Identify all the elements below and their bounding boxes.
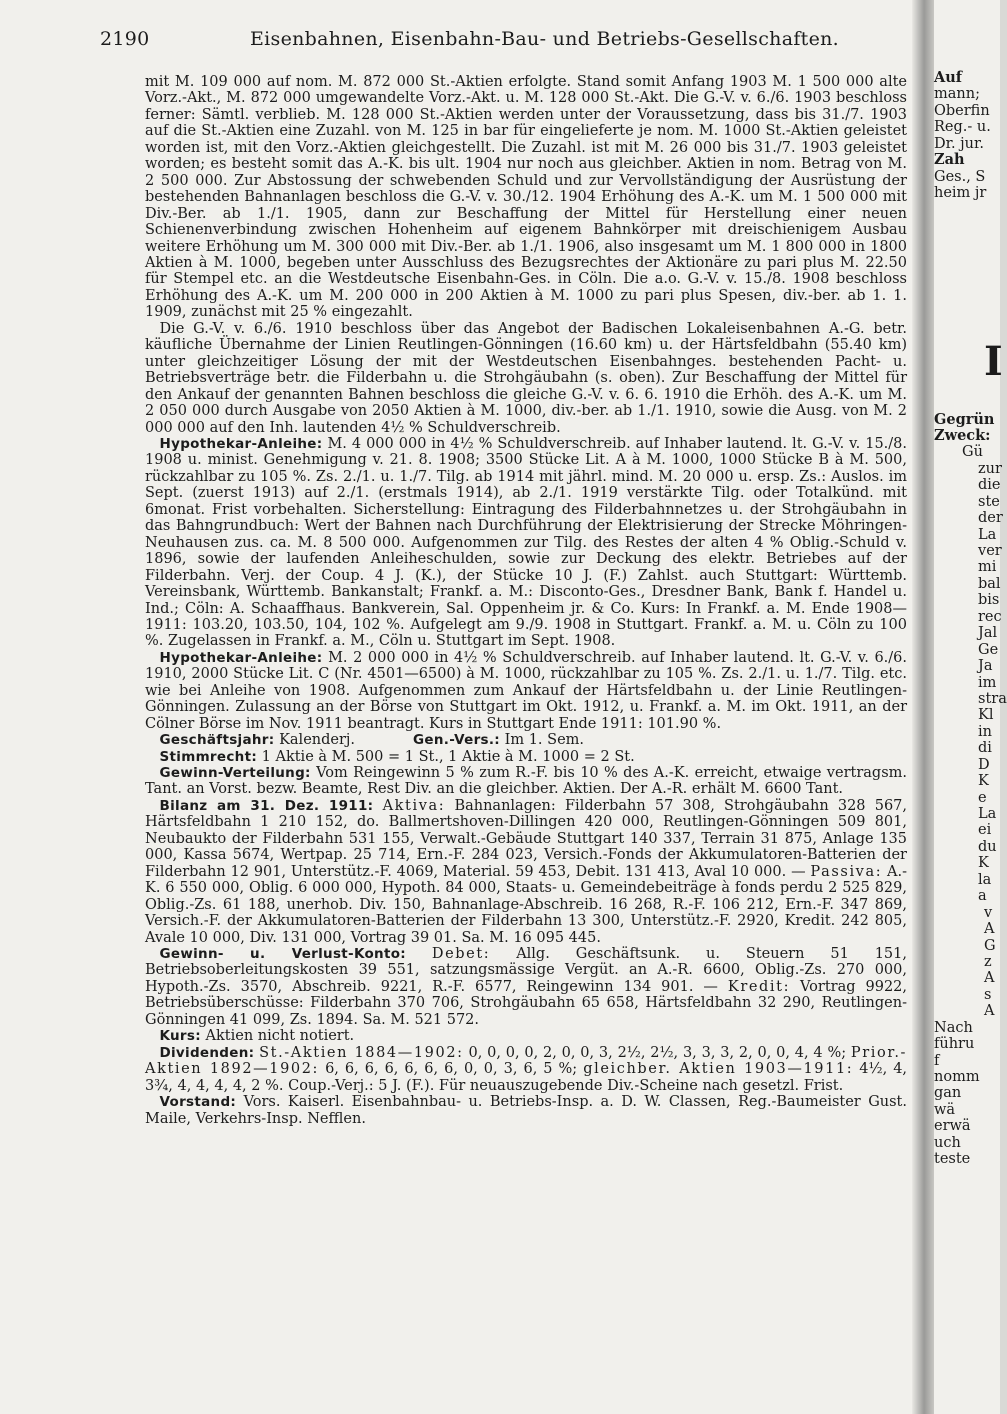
paragraph-capital-history: mit M. 109 000 auf nom. M. 872 000 St.-Aktien erfolgte. Stand somit Anfang 1903 M. 1 500 000 alte Vorz.-Akt., M. 872 000 umgewandelte Vorz.-Akt. u. M. 128 000 St.-Akt. Die G.-V. v. 6./6. 1903 beschloss ferner: Sämtl. verblieb. M. 128 000 St.-Aktien werden unter der Voraussetzung, dass bis 31./7. 1903 auf die St.-Aktien eine Zuzahl. von M. 125 in bar für eingelieferte je nom. M. 1000 St.-Aktien geleistet worden ist, mit den Vorz.-Aktien gleichgestellt. Die Zuzahl. ist mit M. 26 000 bis 31./7. 1903 geleistet worden; es besteht somit das A.-K. bis ult. 1904 nur noch aus gleichber. Aktien in nom. Betrag von M. 2 500 000. Zur Abstossung der schwebenden Schuld und zur Vervollständigung der Ausrüstung der bestehenden Bahnanlagen beschloss die G.-V. v. 30./12. 1904 Erhöhung des A.-K. um M. 1 500 000 mit Div.-Ber. ab 1./1. 1905, dann zur Beschaffung der Mittel für Herstellung einer neuen Schienenverbindung zwischen Hohenheim auf eigenem Bahnkörper mit dreischienigem Ausbau weitere Erhöhung um M. 300 000 mit Div.-Ber. ab 1./1. 1906, also insgesamt um M. 1 800 000 in 1800 Aktien à M. 1000, begeben unter Ausschluss des Bezugsrechtes der Aktionäre zu pari plus M. 22.50 für Stempel etc. an die Westdeutsche Eisenbahn-Ges. in Cöln. Die a.o. G.-V. v. 15./8. 1908 beschloss Erhöhung des A.-K. um M. 200 000 in 200 Aktien à M. 1000 zu pari plus Spesen, div.-ber. ab 1. 1. 1909, zunächst mit 25 % eingezahlt. bbox=[145, 74, 907, 321]
section-geschaeftsjahr bbox=[145, 732, 907, 748]
gleichber-word: gleichber. Aktien 1903—1911: bbox=[583, 1061, 854, 1078]
side-line: erwä bbox=[934, 1118, 971, 1135]
section-text: M. 2 000 000 in 4½ % Schuldverschreib. auf Inhaber lautend. lt. G.-V. v. 6./6. 1910, 2000 Stücke Lit. C (Nr. 4501—6500) à M. 1000, rückzahlbar zu 105 %. Zs. 2./1. u. 1./7. Tilg. etc. wie bei Anleihe von 1908. Aufgenommen zum Ankauf der Härtsfeldbahn u. der Linie Reutlingen-Gönningen. Zulassung an der Börse von Stuttgart im Okt. 1912, u. Frankf. a. M. im Okt. 1911, an der Cölner Börse im Nov. 1911 beantragt. Kurs in Stuttgart Ende 1911: 101.90 %. bbox=[145, 649, 908, 732]
debet-word: Debet: bbox=[431, 946, 491, 963]
section-text: 1 Aktie à M. 500 = 1 St., 1 Aktie à M. 1000 = 2 St. bbox=[261, 748, 635, 765]
section-kurs bbox=[145, 1028, 907, 1044]
running-title: Eisenbahnen, Eisenbahn-Bau- und Betriebs-Gesellschaften. bbox=[250, 28, 840, 50]
acquisition-text: Die G.-V. v. 6./6. 1910 beschloss über das Angebot der Badischen Lokaleisenbahnen A.-G. betr. käufliche Übernahme der Linien Reutlingen-Gönningen (16.60 km) u. der Härtsfeldbahn (55.40 km) unter gleichzeitiger Lösung der mit der Westdeutschen Eisenbahnges. bestehenden Pacht- u. Betriebsverträge betr. die Filderbahn u. die Strohgäubahn (s. oben). Zur Beschaffung der Mittel für den Ankauf der genannten Bahnen beschloss die gleiche G.-V. v. 6. 6. 1910 die Erhöh. des A.-K. um M. 2 050 000 durch Ausgabe von 2050 Aktien à M. 1000, div.-ber. ab 1./1. 1910, sowie die Ausg. von M. 2 000 000 auf den Inh. lautenden 4½ % Schuldverschreib. bbox=[145, 320, 907, 436]
side-line: Ja bbox=[978, 658, 993, 675]
side-line: Reg.- u. bbox=[934, 119, 991, 136]
kredit-text: Vortrag 9922, Betriebsüberschüsse: Filderbahn 370 706, Strohgäubahn 65 658, Härtsfeldbahn 32 290, Reutlingen-Gönningen 41 099, Zs. 1894. Sa. M. 521 572. bbox=[145, 978, 908, 1028]
prior-aktien-text: 6, 6, 6, 6, 6, 6, 6, 0, 0, 3, 6, 5 %; bbox=[325, 1061, 578, 1078]
side-line: Gegrün bbox=[934, 410, 995, 428]
section-label: Gewinn- u. Verlust-Konto: bbox=[159, 946, 406, 963]
main-text-column bbox=[145, 74, 907, 1127]
side-line: La bbox=[978, 806, 997, 822]
book-gutter bbox=[912, 0, 934, 1414]
side-line: mi bbox=[978, 559, 997, 576]
side-line: mann; bbox=[934, 86, 980, 103]
section-vorstand bbox=[145, 1094, 907, 1127]
gleichber-text: 4½, 4, 3¾, 4, 4, 4, 4, 2 %. Coup.-Verj.: 5 J. (F.). Für neuauszugebende Div.-Scheine nach gesetzl. Frist. bbox=[145, 1061, 908, 1094]
side-line: di bbox=[978, 740, 992, 757]
side-spacer bbox=[934, 387, 1000, 412]
side-line: G bbox=[984, 937, 996, 954]
side-line: Dr. jur. bbox=[934, 135, 984, 152]
side-line: s bbox=[984, 986, 992, 1003]
side-line: Nach bbox=[934, 1019, 973, 1036]
side-line: ver bbox=[978, 543, 1002, 559]
side-line: Kl bbox=[978, 707, 994, 724]
side-line: Zah bbox=[934, 151, 965, 169]
section-hypothekar-1 bbox=[145, 436, 907, 650]
side-line: Jal bbox=[978, 625, 998, 642]
aktiva-text: Bahnanlagen: Filderbahn 57 308, Strohgäubahn 328 567, Härtsfeldbahn 1 210 152, do. Ballmertshoven-Dillingen 420 000, Reutlingen-Gönningen 509 801, Neubaukto der Filderbahn 531 155, Verwalt.-Gebäude Stuttgart 140 337, Terrain 31 875, Anlage 135 000, Kassa 5674, Wertpap. 25 714, Ern.-F. 284 023, Versich.-Fonds der Akkumulatoren-Batterien der Filderbahn 12 901, Unterstütz.-F. 4069, Material. 59 453, Debit. 131 413, Aval 10 000. — bbox=[145, 797, 908, 880]
section-label: Gen.-Vers.: bbox=[413, 732, 500, 749]
passiva-text: A.-K. 6 550 000, Oblig. 6 000 000, Hypoth. 84 000, Staats- u. Gemeindebeiträge à fonds perdu 2 525 829, Oblig.-Zs. 61 188, unerhob. Div. 150, Bahnanlage-Abschreib. 16 268, R.-F. 106 212, Ern.-F. 347 869, Versich.-F. der Akkumulatoren-Batterien der Filderbahn 13 300, Unterstütz.-F. 2920, Kredit. 242 805, Avale 10 000, Div. 131 000, Vortrag 39 01. Sa. M. 16 095 445. bbox=[145, 863, 908, 946]
side-line: A bbox=[984, 1003, 995, 1020]
facing-page-fragment bbox=[934, 69, 1007, 1168]
kredit-word: Kredit: bbox=[727, 978, 791, 995]
side-line: wä bbox=[934, 1101, 956, 1118]
debet-text: Allg. Geschäftsunk. u. Steuern 51 151, Betriebsoberleitungskosten 39 551, satzungsmässige Vergüt. an A.-R. 6600, Oblig.-Zs. 270 000, Hypoth.-Zs. 3570, Abschreib. 9221, R.-F. 6577, Reingewinn 134 901. — bbox=[145, 946, 907, 995]
side-line: Ge bbox=[978, 641, 999, 658]
paragraph-acquisition bbox=[145, 321, 907, 436]
side-line: zur bbox=[978, 460, 1002, 477]
side-line: A bbox=[984, 921, 995, 938]
section-label: Kurs: bbox=[159, 1028, 201, 1045]
side-line: f bbox=[934, 1052, 940, 1069]
side-line: e bbox=[978, 789, 987, 806]
section-label: Hypothekar-Anleihe: bbox=[159, 435, 323, 452]
section-stimmrecht bbox=[145, 749, 907, 765]
section-bilanz bbox=[145, 798, 907, 946]
side-line: gan bbox=[934, 1085, 962, 1102]
page-number: 2190 bbox=[100, 28, 150, 50]
st-aktien-word: St.-Aktien 1884—1902: bbox=[259, 1044, 464, 1061]
side-line: bal bbox=[978, 575, 1001, 592]
side-line: Oberfin bbox=[934, 102, 990, 119]
st-aktien-text: 0, 0, 0, 0, 2, 0, 0, 3, 2½, 2½, 3, 3, 3, 2, 0, 0, 4, 4 %; bbox=[468, 1044, 847, 1061]
section-label: Dividenden: bbox=[159, 1044, 255, 1061]
prior-aktien-word: Prior.-Aktien 1892—1902: bbox=[145, 1044, 908, 1078]
section-dividenden bbox=[145, 1045, 907, 1094]
section-label: Stimmrecht: bbox=[159, 748, 258, 765]
side-line: stra bbox=[978, 690, 1007, 707]
side-line: D bbox=[978, 756, 990, 773]
side-line: Ges., S bbox=[934, 168, 986, 185]
side-line: v bbox=[984, 904, 993, 921]
section-text: Aktien nicht notiert. bbox=[205, 1028, 355, 1045]
side-line: rec bbox=[978, 608, 1002, 625]
section-hypothekar-2 bbox=[145, 650, 907, 732]
section-label: Bilanz am 31. Dez. 1911: bbox=[159, 797, 374, 814]
section-text: Kalenderj. bbox=[279, 732, 356, 749]
section-label: Gewinn-Verteilung: bbox=[159, 765, 311, 782]
side-line: A bbox=[984, 970, 995, 987]
side-line: Zweck: bbox=[934, 426, 991, 444]
side-line: z bbox=[984, 953, 992, 970]
section-text: Im 1. Sem. bbox=[504, 732, 585, 749]
section-text: M. 4 000 000 in 4½ % Schuldverschreib. auf Inhaber lautend. lt. G.-V. v. 15./8. 1908 u. minist. Genehmigung v. 21. 8. 1908; 3500 Stücke Lit. A à M. 1000, 1000 Stücke B à M. 500, rückzahlbar zu 105 %. Zs. 2./1. u. 1./7. Tilg. ab 1914 mit jährl. mind. M. 20 000 u. ersp. Zs.: Auslos. im Sept. (zuerst 1913) auf 2./1. (erstmals 1914), ab 2./1. 1919 verstärkte Tilg. oder Totalkünd. mit 6monat. Frist vorbehalten. Sicherstellung: Eintragung des Filderbahnnetzes u. der Strohgäubahn in das Bahngrundbuch: Wert der Bahnen nach Durchführung der Elektrisierung der Strecke Möhringen-Neuhausen zus. ca. M. 8 500 000. Aufgenommen zur Tilg. des Restes der alten 4 % Oblig.-Schuld v. 1896, sowie der laufenden Anleiheschulden, sowie zur Deckung des elektr. Betriebes auf der Filderbahn. Verj. der Coup. 4 J. (K.), der Stücke 10 J. (F.) Zahlst. auch Stuttgart: Württemb. Vereinsbank, Württemb. Bankanstalt; Frankf. a. M.: Disconto-Ges., Dresdner Bank, Bank f. Handel u. Ind.; Cöln: A. Schaaffhaus. Bankverein, Sal. Oppenheim jr. & Co. Kurs: In Frankf. a. M. Ende 1908—1911: 103.20, 103.50, 104, 102 %. Aufgelegt am 9./9. 1908 in Stuttgart. Frankf. a. M. u. Cöln zu 100 %. Zugelassen in Frankf. a. M., Cöln u. Stuttgart im Sept. 1908. bbox=[145, 435, 908, 650]
side-line: die bbox=[978, 477, 1001, 494]
side-line: la bbox=[978, 871, 992, 888]
side-line: teste bbox=[934, 1151, 971, 1168]
side-line: Auf bbox=[934, 69, 963, 86]
section-label: Hypothekar-Anleihe: bbox=[159, 649, 323, 666]
section-label: Geschäftsjahr: bbox=[159, 732, 275, 749]
aktiva-word: Aktiva: bbox=[382, 797, 446, 814]
side-line: K bbox=[978, 855, 989, 872]
page-header bbox=[100, 28, 900, 58]
section-label: Vorstand: bbox=[159, 1094, 237, 1111]
side-line: führu bbox=[934, 1036, 975, 1053]
side-line: ei bbox=[978, 822, 992, 839]
side-heading-fragment: I bbox=[984, 337, 1003, 385]
side-line: ste bbox=[978, 493, 1000, 510]
side-line: im bbox=[978, 674, 997, 691]
side-line: La bbox=[978, 526, 997, 543]
section-gewinn-verlust bbox=[145, 946, 907, 1028]
side-spacer bbox=[934, 202, 1000, 337]
side-line: heim jr bbox=[934, 185, 987, 202]
side-line: a bbox=[978, 888, 987, 905]
section-text: Vom Reingewinn 5 % zum R.-F. bis 10 % des A.-K. erreicht, etwaige vertragsm. Tant. an Vorst. bezw. Beamte, Rest Div. an die gleichber. Aktien. Der A.-R. erhält M. 6600 Tant. bbox=[145, 765, 907, 798]
side-line: uch bbox=[934, 1134, 961, 1151]
passiva-word: Passiva: bbox=[810, 863, 883, 880]
side-line: in bbox=[978, 723, 992, 740]
side-line: bis bbox=[978, 592, 1000, 609]
side-line: du bbox=[978, 838, 997, 855]
side-line: K bbox=[978, 773, 989, 790]
section-gewinn-verteilung bbox=[145, 765, 907, 798]
side-line: Gü bbox=[962, 444, 983, 461]
side-line: nomm bbox=[934, 1069, 980, 1085]
side-line: der bbox=[978, 510, 1003, 527]
section-text: Vors. Kaiserl. Eisenbahnbau- u. Betriebs-Insp. a. D. W. Classen, Reg.-Baumeister Gust. Maile, Verkehrs-Insp. Nefflen. bbox=[145, 1094, 907, 1127]
